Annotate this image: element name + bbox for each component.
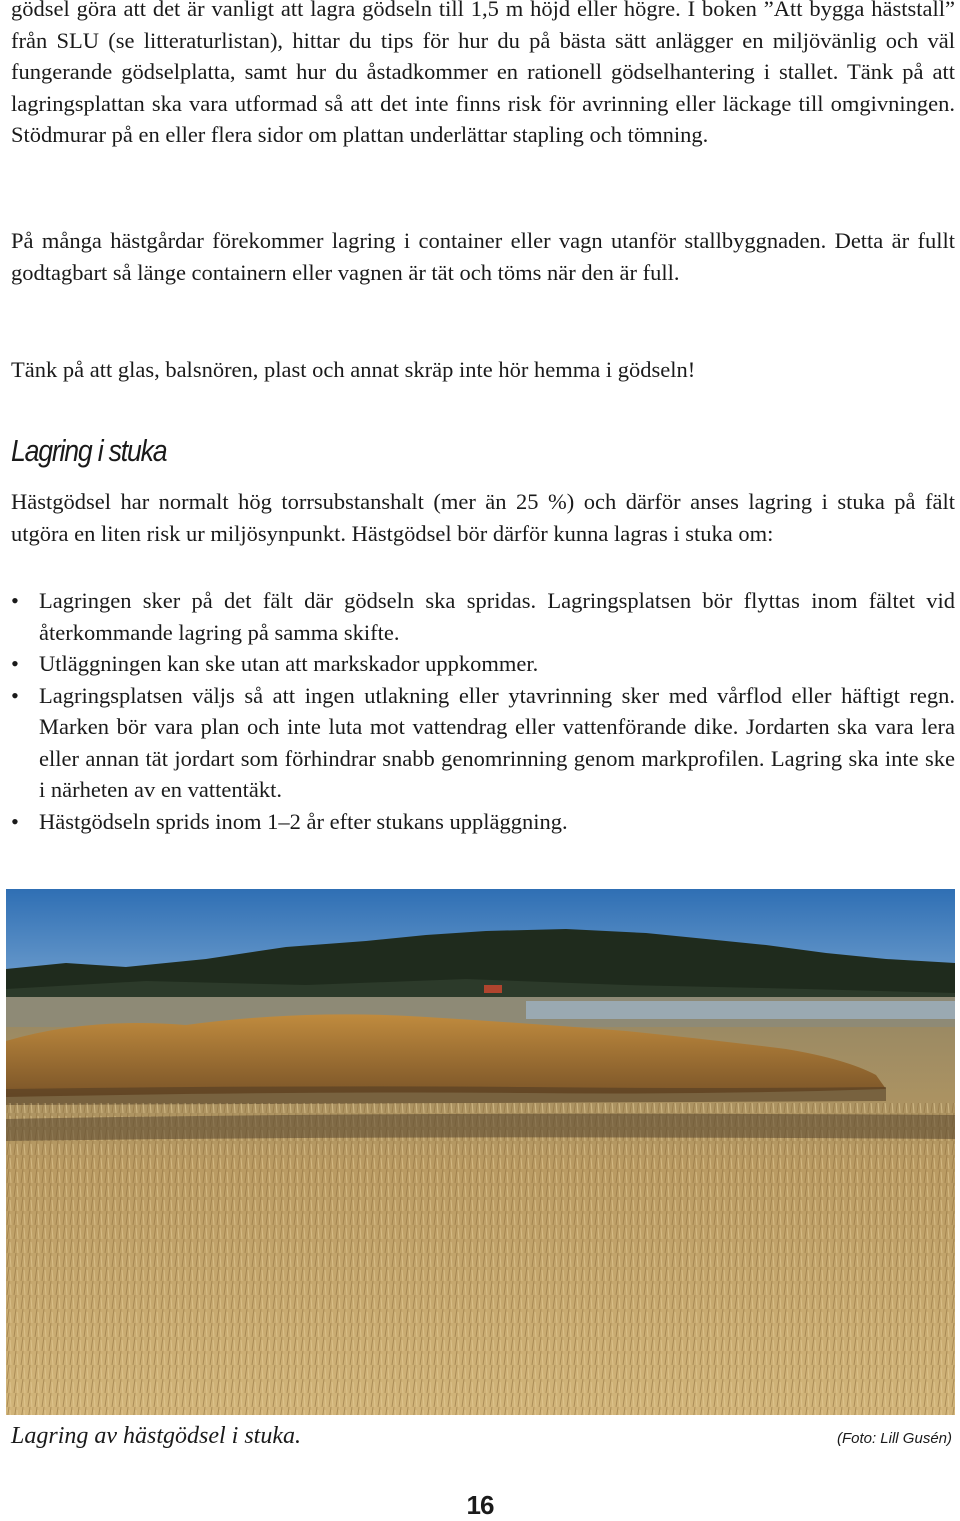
paragraph-storage-platform [11,0,955,151]
farmhouse [484,985,502,993]
paragraph-text: På många hästgårdar förekommer lagring i container eller vagn utanför stallbyggnaden. Detta är fullt godtagbart så länge containern eller vagnen är tät och töms när den är full. [11,228,955,285]
page-number: 16 [466,1490,494,1520]
list-item-text: Utläggningen kan ske utan att markskador uppkommer. [39,651,539,676]
paragraph-text: gödsel göra att det är vanligt att lagra gödseln till 1,5 m höjd eller högre. I boken ”Att bygga häststall” från SLU (se litteraturlistan), hittar du tips för hur du på bästa sätt anlägger en miljövänlig och väl fungerande gödselplatta, samt hur du åstadkommer en rationell gödselhantering i stallet. Tänk på att lagringsplattan ska vara utformad så att det inte finns risk för avrinning eller läckage till omgivningen. Stödmurar på en eller flera sidor om plattan underlättar stapling och tömning. [11,0,955,147]
section-heading: Lagring i stuka [11,433,167,468]
photo-credit: (Foto: Lill Gusén) [836,1430,952,1447]
photo-manure-pile-in-field [6,889,955,1415]
bullet-icon: • [11,588,19,613]
bullet-icon: • [11,808,19,834]
list-item-text: Hästgödseln sprids inom 1–2 år efter stukans uppläggning. [39,808,568,834]
paragraph-container-storage [11,225,955,288]
bullet-icon: • [11,651,19,676]
figure-caption: Lagring av hästgödsel i stuka. [11,1423,302,1449]
paragraph-text: Tänk på att glas, balsnören, plast och annat skräp inte hör hemma i gödseln! [11,357,696,382]
stubble-texture [6,1103,955,1415]
bullet-icon: • [11,682,19,708]
list-item [11,585,955,648]
bullet-list [11,585,955,837]
paragraph-text: Hästgödsel har normalt hög torrsubstanshalt (mer än 25 %) och därför anses lagring i stuka på fält utgöra en liten risk ur miljösynpunkt. Hästgödsel bör därför kunna lagras i stuka om: [11,489,955,546]
paragraph-trash-warning [11,354,955,386]
list-item-text: Lagringsplatsen väljs så att ingen utlakning eller ytavrinning sker med vårflod eller häftigt regn. Marken bör vara plan och inte luta mot vattendrag eller vattenförande dike. Jordarten ska vara lera eller annan tät jordart som förhindrar snabb genomrinning genom markprofilen. Lagring ska inte ske i närheten av en vattentäkt. [39,682,955,802]
water-strip [526,1001,955,1019]
section-intro [11,486,955,549]
list-item [11,648,955,680]
list-item [11,680,955,806]
list-item [11,806,955,838]
list-item-text: Lagringen sker på det fält där gödseln ska spridas. Lagringsplatsen bör flyttas inom fältet vid återkommande lagring på samma skifte. [39,588,955,645]
dark-soil-strip [6,1114,955,1141]
